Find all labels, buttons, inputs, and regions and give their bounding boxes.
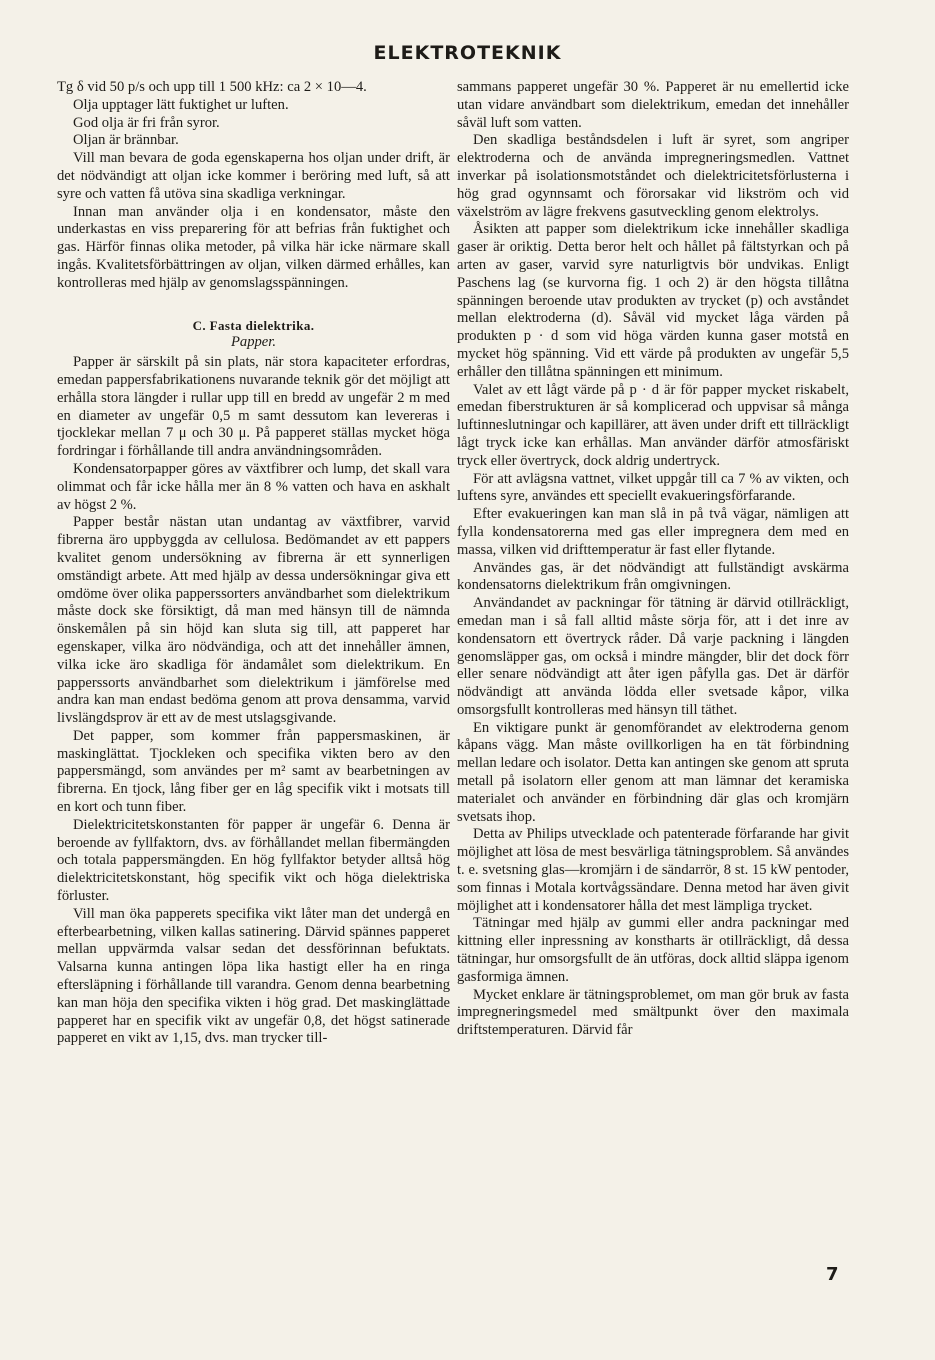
paragraph: För att avlägsna vattnet, vilket uppgår till ca 7 % av vikten, och luftens syre, användes ett speciellt evakueringsförfarande.: [457, 470, 849, 505]
paragraph: Vill man öka papperets specifika vikt låter man det undergå en efterbearbetning, vilken kallas satinering. Därvid spännes papperet mellan uppvärmda valsar sedan det dessförinnan befuktats. Valsarna kunna antingen löpa lika hastigt eller ha en ringa eftersläpning i förhållande till varandra. Genom denna bearbetning kan man höja den specifika vikten i hög grad. Det maskinglättade papperet har en specifik vikt av ungefär 0,8, det högst satinerade papperet en vikt av 1,15, dvs. man trycker till-: [57, 905, 450, 1047]
paragraph: Papper består nästan utan undantag av växtfibrer, varvid fibrerna äro uppbyggda av cellulosa. Bedömandet av ett pappers kvalitet genom undersökning av fibrerna är ett synnerligen omständigt arbete. Att med hjälp av dessa undersökningar giva ett omdöme över olika papperssorters användbarhet som dielektrikum måste dock ske försiktigt, då man med hänsyn till de nämnda önskemålen på sin höjd kan sluta sig till, att papperet har egenskaper, vilka äro nödvändiga, och att det innehåller ämnen, vilka icke äro skadliga för ändamålet som dielektrikum. En papperssorts användbarhet som dielektrikum i jämförelse med andra kan man endast bedöma genom att prova densamma, varvid livslängdsprov är ett av de mest utslagsgivande.: [57, 514, 450, 727]
paragraph: Papper är särskilt på sin plats, när stora kapaciteter erfordras, emedan pappersfabrikationens nuvarande teknik gör det möjligt att erhålla stora längder i rullar upp till en bredd av ungefär 2 m med en diameter av ungefär 0,5 m samt dessutom kan levereras i tjocklekar mellan 7 μ och 30 μ. På papperet ställas mycket höga fordringar i förhållande till andra användningsområden.: [57, 354, 450, 460]
paragraph: Den skadliga beståndsdelen i luft är syret, som angriper elektroderna och de använda impregneringsmedlen. Vattnet inverkar på isolationsmotståndet och dielektricitetsförlusterna i hög grad ogynnsamt och förorsakar vid likström och vid växelström av lägre frekvens gasutveckling genom elektrolys.: [457, 132, 849, 220]
section-heading: C. Fasta dielektrika.: [192, 317, 315, 333]
paragraph: Mycket enklare är tätningsproblemet, om man gör bruk av fasta impregneringsmedel med smältpunkt över den maximala driftstemperaturen. Därvid får: [457, 986, 849, 1039]
running-header: ELEKTROTEKNIK: [373, 42, 562, 64]
paragraph: En viktigare punkt är genomförandet av elektroderna genom kåpans vägg. Man måste ovillkorligen ha en tät förbindning mellan ledare och isolator. Detta kan antingen ske genom att spruta metall på isolatorn eller genom att man lämnar det keramiska materialet och använder en förbindning där glas och kromjärn svetsats ihop.: [457, 719, 849, 825]
paragraph: Detta av Philips utvecklade och patenterade förfarande har givit möjlighet att lösa de mest besvärliga tätningsproblem. Så användes t. e. svetsning glas—kromjärn i de sändarrör, 8 st. 15 kW pentoder, som finnas i Motala kortvågssändare. Denna metod har även givit möjlighet att i kondensatorer hålla det mest lämpliga trycket.: [457, 826, 849, 914]
paragraph: Användandet av packningar för tätning är därvid otillräckligt, emedan man i så fall alltid måste sörja för, att i det inre av kondensatorn ett övertryck råder. Då varje packning i längden genomsläpper gas, om också i mindre mängder, blir det dock förr eller senare nödvändigt att åter igen påfylla gas. Det är därför nödvändigt att använda lödda eller svetsade kåpor, vilka omsorgsfullt kontrolleras med hänsyn till täthet.: [457, 595, 849, 718]
paragraph: Kondensatorpapper göres av växtfibrer och lump, det skall vara olimmat och får icke hålla mer än 8 % vatten och hava en askhalt av högst 2 %.: [57, 460, 450, 513]
spec-line-tg: Tg δ vid 50 p/s och upp till 1 500 kHz: ca 2 × 10—4.: [57, 79, 367, 95]
paragraph: Det papper, som kommer från pappersmaskinen, är maskinglättat. Tjockleken och specifika vikten bero av den pappersmängd, som användes per m² samt av bearbetningen av fibrerna. En tjock, lång fiber ger en låg specifik vikt i motsats till en kort och tunn fiber.: [57, 727, 450, 816]
right-column: [457, 79, 849, 1040]
page-number: 7: [826, 1264, 839, 1285]
paragraph: Efter evakueringen kan man slå in på två vägar, nämligen att fylla kondensatorerna med gas eller impregnera dem med en massa, vilken vid drifttemperatur är fast eller flytande.: [457, 506, 849, 558]
paragraph: Dielektricitetskonstanten för papper är ungefär 6. Denna är beroende av fyllfaktorn, dvs. av förhållandet mellan fibermängden och totala pappersmängden. En hög fyllfaktor betyder alltså hög dielektricitetskonstant, hög specifik vikt och höga dielektriska förluster.: [57, 816, 450, 905]
paragraph: Vill man bevara de goda egenskaperna hos oljan under drift, är det nödvändigt att oljan icke kommer i beröring med luft, så att syre och vatten få utöva sina skadliga verkningar.: [57, 150, 450, 202]
spec-line-acid: God olja är fri från syror.: [73, 114, 220, 131]
paragraph: Valet av ett lågt värde på p · d är för papper mycket riskabelt, emedan fiberstrukturen är så komplicerad och uppvisar så många luftinneslutningar och kapillärer, att även under drift ett tillräckligt lågt tryck icke kan erhållas. Man använder därför atmosfäriskt tryck eller övertryck, dock aldrig undertryck.: [457, 381, 849, 469]
paragraph-continuation: sammans papperet ungefär 30 %. Papperet är nu emellertid icke utan vidare användbart som dielektrikum, emedan det innehåller såväl luft som vatten.: [457, 79, 849, 131]
spec-line-moisture: Olja upptager lätt fuktighet ur luften.: [73, 96, 289, 113]
left-column: [57, 79, 450, 1048]
section-subheading: Papper.: [231, 334, 276, 351]
paragraph: Åsikten att papper som dielektrikum icke innehåller skadliga gaser är oriktig. Detta beror helt och hållet på fältstyrkan och på arten av gaser, varvid syre naturligtvis bör undvikas. Enligt Paschens lag (se kurvorna fig. 1 och 2) är den högsta tillåtna spänningen beroende utav produkten av trycket (p) och avståndet mellan elektroderna (d). Såväl vid mycket låga värden på produkten p · d som vid höga värden kunna gaser motstå en mycket hög spänning. Vid ett värde på produkten av ungefär 5,5 erhåller den tillåtna spänningen ett minimum.: [457, 221, 849, 380]
paragraph: Tätningar med hjälp av gummi eller andra packningar med kittning eller inpressning av konstharts är otillräckligt, då dessa tätningar, hur omsorgsfullt de än utföras, dock alltid släppa igenom gasformiga ämnen.: [457, 915, 849, 985]
paragraph: Användes gas, är det nödvändigt att fullständigt avskärma kondensatorns dielektrikum från omgivningen.: [457, 559, 849, 594]
paragraph: Innan man använder olja i en kondensator, måste den underkastas en viss preparering för att befrias från fuktighet och gas. Härför finnas olika metoder, på vilka här icke närmare skall ingås. Kvalitetsförbättringen av oljan, vilken därmed erhålles, kan kontrolleras med hjälp av genomslagsspänningen.: [57, 203, 450, 291]
spec-line-flammable: Oljan är brännbar.: [73, 132, 179, 149]
